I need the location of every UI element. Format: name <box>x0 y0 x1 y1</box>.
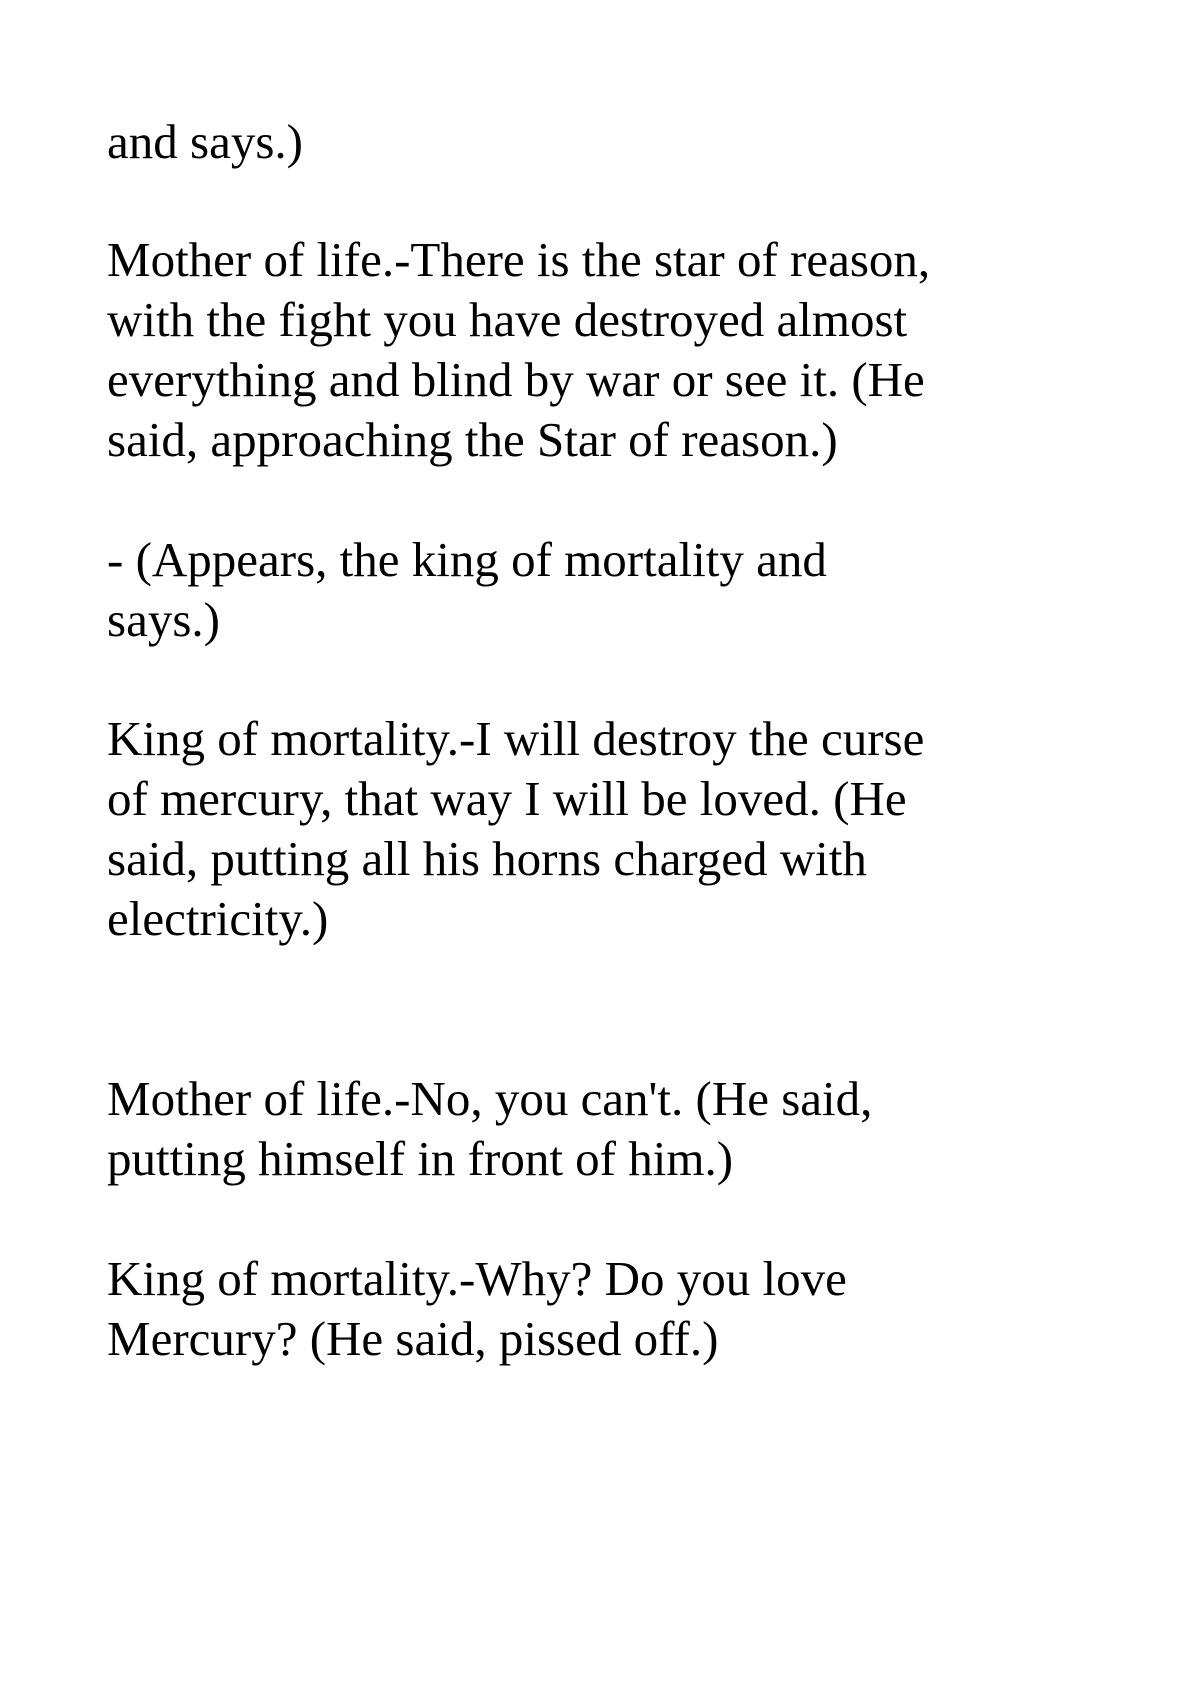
paragraph-king-of-mortality-why <box>107 1249 1107 1369</box>
text-line: of mercury, that way I will be loved. (He <box>107 771 907 826</box>
text-line: with the fight you have destroyed almost <box>107 292 908 347</box>
text-line: everything and blind by war or see it. (He <box>107 352 925 407</box>
text-line: Mercury? (He said, pissed off.) <box>107 1311 719 1366</box>
text-line: said, putting all his horns charged with <box>107 831 867 886</box>
paragraph-continuation <box>107 112 1107 172</box>
text-line: Mother of life.-There is the star of reason, <box>107 232 931 287</box>
text-line: says.) <box>107 592 220 647</box>
text-line: and says.) <box>107 114 303 169</box>
text-line: electricity.) <box>107 891 329 946</box>
paragraph-mother-of-life-no <box>107 1069 1107 1189</box>
paragraph-king-of-mortality-curse <box>107 709 1107 949</box>
text-line: said, approaching the Star of reason.) <box>107 412 838 467</box>
text-line: Mother of life.-No, you can't. (He said, <box>107 1071 873 1126</box>
paragraph-stage-direction <box>107 530 1107 650</box>
paragraph-mother-of-life-star <box>107 230 1107 470</box>
text-line: King of mortality.-I will destroy the curse <box>107 711 925 766</box>
text-line: putting himself in front of him.) <box>107 1131 734 1186</box>
text-line: King of mortality.-Why? Do you love <box>107 1251 847 1306</box>
text-line: - (Appears, the king of mortality and <box>107 532 827 587</box>
